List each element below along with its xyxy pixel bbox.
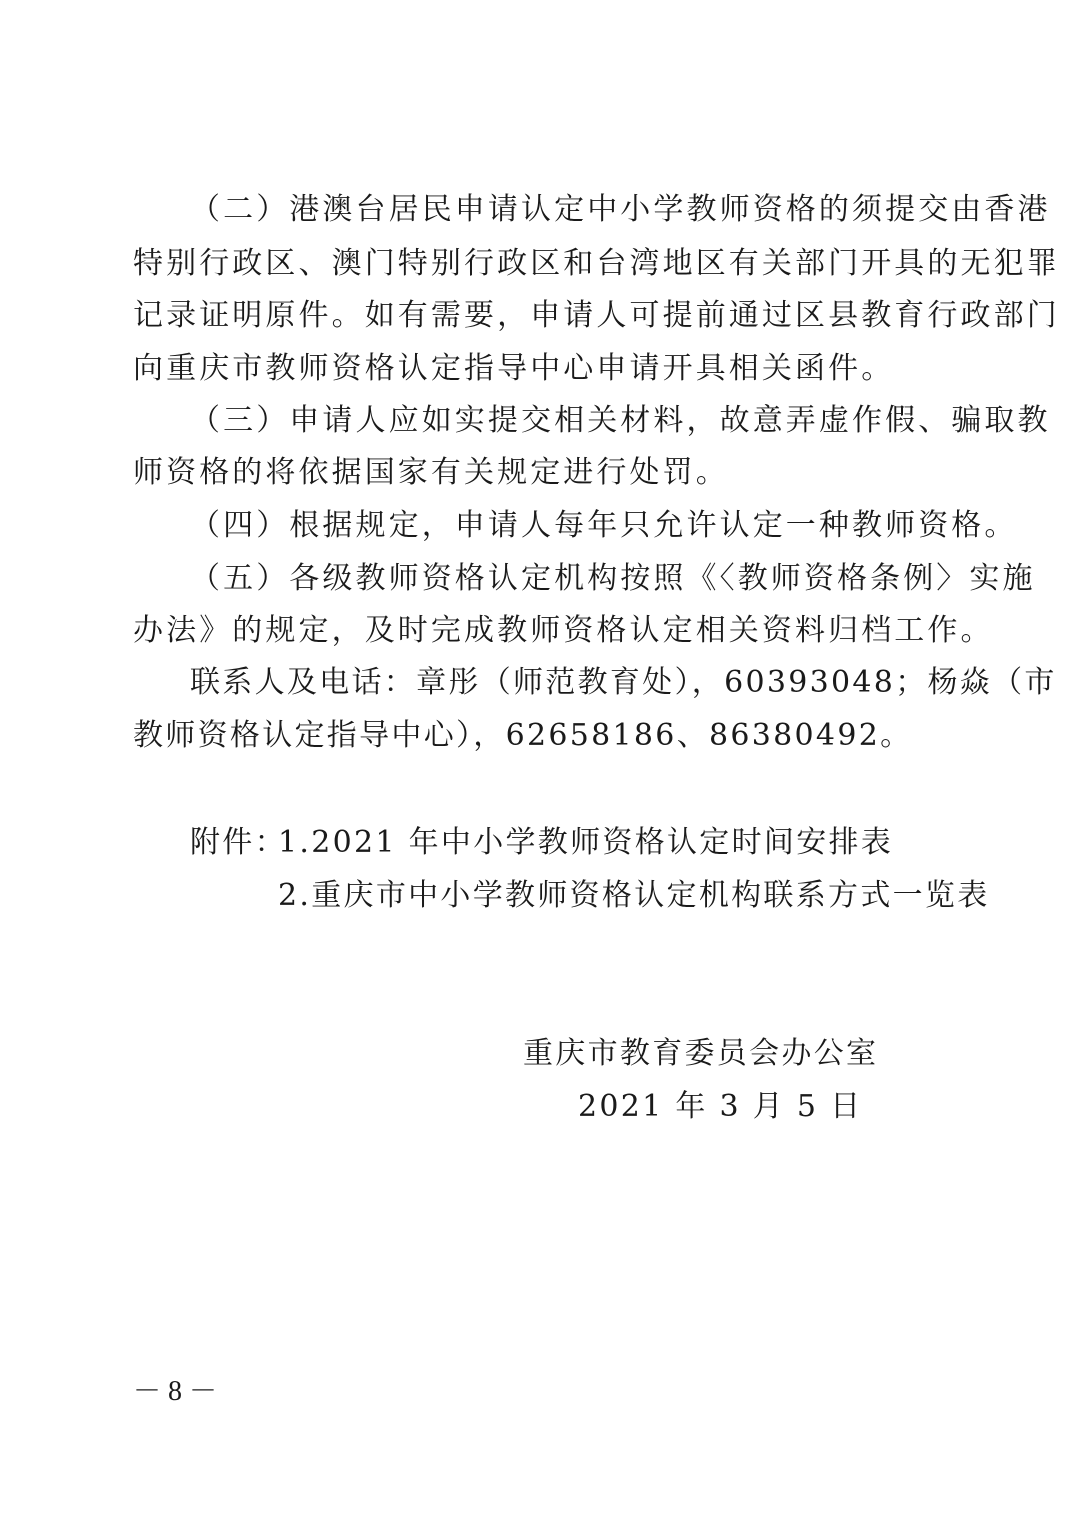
paragraph-2-line-1: （二）港澳台居民申请认定中小学教师资格的须提交由香港 (190, 192, 1051, 227)
signature-date: 2021 年 3 月 5 日 (578, 1089, 863, 1124)
attachments-label: 附件： (190, 825, 287, 860)
contact-line-2: 教师资格认定指导中心），62658186、86380492。 (133, 718, 913, 753)
paragraph-2-line-3: 记录证明原件。如有需要，申请人可提前通过区县教育行政部门 (133, 298, 1060, 333)
paragraph-3-line-1: （三）申请人应如实提交相关材料，故意弄虚作假、骗取教 (190, 403, 1051, 438)
page-number: － 8 － (133, 1376, 218, 1407)
attachment-item-1: 1.2021 年中小学教师资格认定时间安排表 (278, 825, 894, 860)
paragraph-5-line-2: 办法》的规定，及时完成教师资格认定相关资料归档工作。 (133, 613, 994, 648)
paragraph-5-line-1: （五）各级教师资格认定机构按照《〈教师资格条例〉实施 (190, 561, 1036, 596)
attachment-item-2: 2.重庆市中小学教师资格认定机构联系方式一览表 (278, 878, 990, 913)
contact-line-1: 联系人及电话：章彤（师范教育处），60393048；杨焱（市 (190, 665, 1057, 700)
paragraph-3-line-2: 师资格的将依据国家有关规定进行处罚。 (133, 455, 729, 490)
paragraph-2-line-2: 特别行政区、澳门特别行政区和台湾地区有关部门开具的无犯罪 (133, 246, 1060, 281)
signature-org: 重庆市教育委员会办公室 (523, 1036, 879, 1071)
paragraph-4-line-1: （四）根据规定，申请人每年只允许认定一种教师资格。 (190, 508, 1018, 543)
paragraph-2-line-4: 向重庆市教师资格认定指导中心申请开具相关函件。 (133, 351, 895, 386)
